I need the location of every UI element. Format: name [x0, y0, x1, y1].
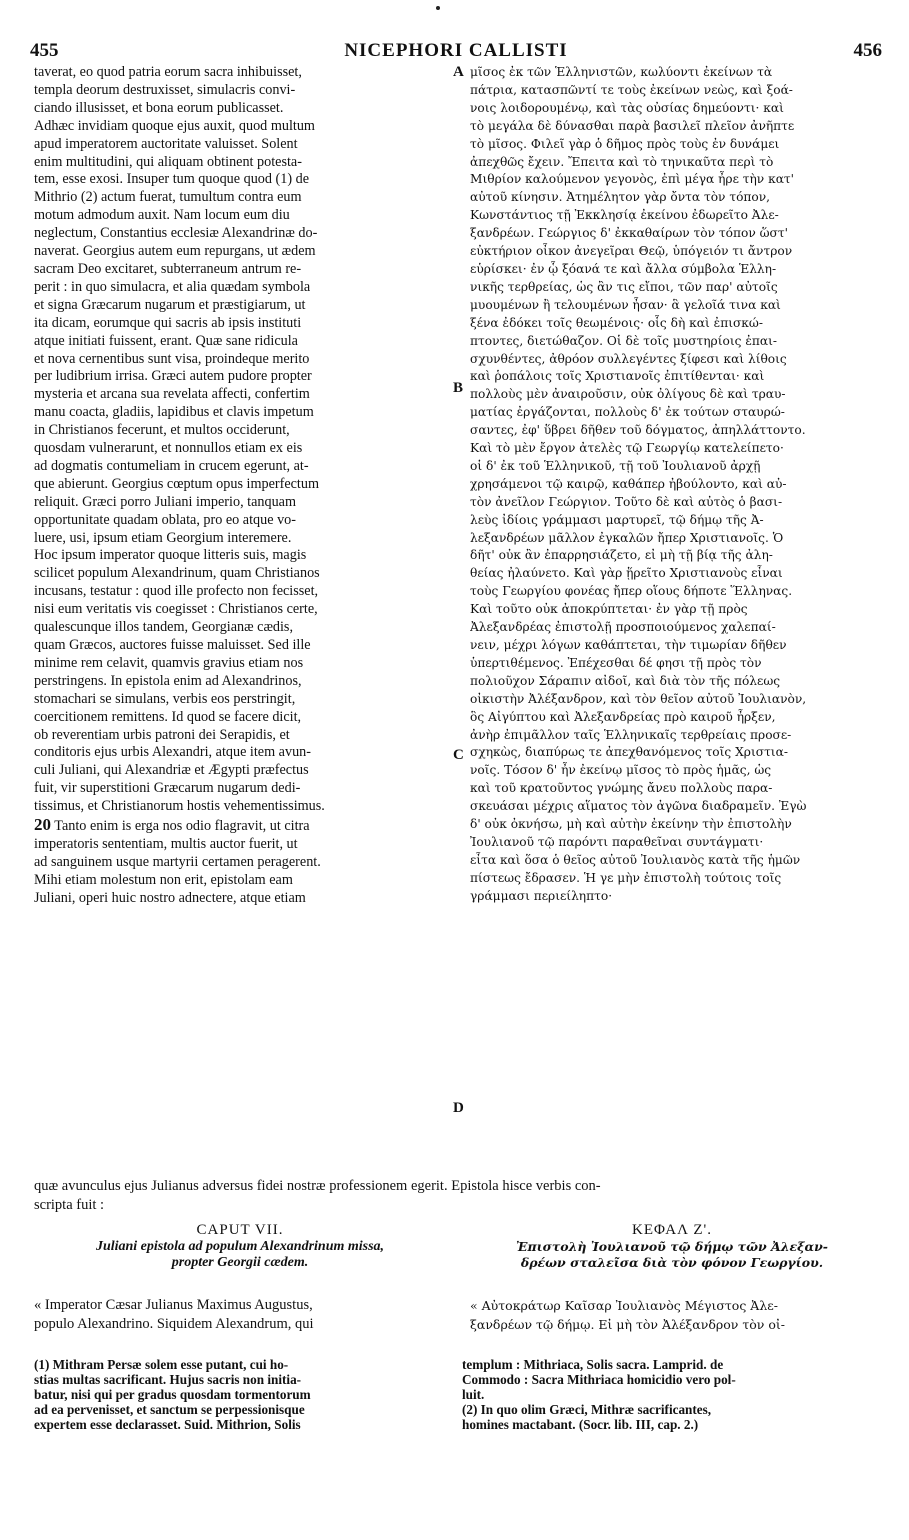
greek-line: ξανδρέων. Γεώργιος δ' ἐκκαθαίρων τὸν τόπον ὥστ'	[470, 226, 788, 241]
footnote-line: templum : Mithriaca, Solis sacra. Lamprid. de	[462, 1357, 724, 1372]
greek-line: πολλοὺς μὲν ἀναιροῦσιν, οὐκ ὀλίγους δὲ καὶ τραυ-	[470, 387, 786, 402]
footnote-line: expertem esse declarasset. Suid. Mithrion, Solis	[34, 1417, 301, 1432]
latin-line: quosdam vulnerarunt, et nonnullos etiam ex eis	[34, 440, 303, 457]
latin-line: qualescunque illos tandem, Georgianæ cædis,	[34, 619, 294, 636]
greek-line: εὐκτήριον οἶκον ἀνεγεῖραι Θεῷ, ὑπόγειόν τι ἄντρον	[470, 244, 793, 259]
latin-line: stomachari se simulans, verbis eos perstringit,	[34, 690, 296, 707]
margin-marker-a: A	[453, 64, 464, 80]
greek-line: Μιθρίον καλούμενον γεγονὸς, ἐπὶ μέγα ἦρε τὴν κατ'	[470, 172, 795, 187]
footnote-line: ad ea pervenisset, et sanctum se perpessionisque	[34, 1402, 305, 1417]
latin-line: culi Juliani, qui Alexandriæ et Ægypti præfectus	[34, 762, 309, 779]
latin-line: enim multitudini, qui aliquam obtinent potesta-	[34, 153, 302, 170]
latin-line: quam Græcos, auctores fuisse maluisset. Sed ille	[34, 637, 311, 653]
latin-line: Juliani, operi huic nostro adnectere, atque etiam	[34, 889, 306, 906]
footnote-line: stias multas sacrificant. Hujus sacris non initia-	[34, 1372, 302, 1387]
latin-line: templa deorum destruxisset, simulacris convi-	[34, 81, 296, 98]
footnotes-right	[462, 1357, 882, 1432]
greek-line: τὸ μῖσος. Φιλεῖ γὰρ ὁ δῆμος πρὸς τοὺς ἐν δυνάμει	[470, 136, 780, 151]
chapter-title-greek: ΚΕΦΑΛ Ζ'.	[632, 1222, 712, 1238]
greek-line: μῖσος ἐκ τῶν Ἑλληνιστῶν, κωλύοντι ἐκείνων τὰ	[470, 65, 773, 79]
latin-line: Mithrio (2) actum fuerat, tumultum contra eum	[34, 189, 302, 206]
greek-line: ὃς Αἰγύπτου καὶ Ἀλεξανδρείας πρὸ καιροῦ ἦρξεν,	[470, 709, 776, 724]
greek-line: τὸ μεγάλα δὲ δύνασθαι παρὰ βασιλεῖ πλεῖον ἀνῆπτε	[470, 118, 795, 133]
letter-opening-latin	[34, 1296, 446, 1334]
latin-line: et signa Græcarum nugarum et præstigiarum, ut	[34, 296, 306, 313]
greek-line: ἀπεχθῶς ἔχειν. Ἔπειτα καὶ τὸ τηνικαῦτα περὶ τὸ	[470, 154, 774, 169]
latin-line: opportunitate quadam oblata, pro eo atque vo-	[34, 511, 296, 528]
bridge-text	[34, 1177, 880, 1215]
latin-line: ob reverentiam urbis patroni dei Serapidis, et	[34, 726, 290, 743]
footnote-line: Commodo : Sacra Mithriaca homicidio vero pol-	[462, 1372, 736, 1387]
greek-line: πολιοῦχον Σάραπιν αἰδοῖ, καὶ διὰ τὸν τῆς πόλεως	[470, 673, 781, 688]
greek-line: εἶτα καὶ ὅσα ὁ θεῖος αὐτοῦ Ἰουλιανὸς κατὰ τῆς ἡμῶν	[470, 852, 801, 867]
latin-line: motum admodum auxit. Nam locum eum diu	[34, 207, 290, 224]
greek-line: μυουμένων ἢ τελουμένων ἦσαν· ἃ γελοῖά τινα καὶ	[470, 297, 781, 312]
footnote-line: homines mactabant. (Socr. lib. III, cap. 2.)	[462, 1417, 699, 1432]
greek-line: σαντες, ἐφ' ὕβρει δῆθεν τοῦ δόγματος, ἀπηλλάττοντο.	[470, 423, 806, 438]
footnote-line: (1) Mithram Persæ solem esse putant, cui ho-	[34, 1357, 289, 1372]
latin-line: et nova cernentibus sunt visa, proindeque merito	[34, 350, 310, 367]
greek-line: τὸν ἀνεῖλον Γεώργιον. Τοῦτο δὲ καὶ αὐτὸς ὁ βασι-	[470, 494, 783, 509]
opening-line: ξανδρέων τῷ δήμῳ. Εἰ μὴ τὸν Ἀλέξανδρον τὸν οἰ-	[470, 1317, 785, 1332]
running-title: NICEPHORI CALLISTI	[344, 40, 568, 61]
greek-column	[470, 64, 880, 906]
footnote-line: batur, nisi qui per gradus quosdam tormentorum	[34, 1387, 311, 1402]
greek-line: οἱ δ' ἐκ τοῦ Ἑλληνικοῦ, τῇ τοῦ Ἰουλιανοῦ ἀρχῇ	[470, 458, 761, 473]
chapter-subtitle-greek: Ἐπιστολὴ Ἰουλιανοῦ τῷ δήμῳ τῶν Ἀλεξαν-	[516, 1239, 828, 1254]
opening-line: « Imperator Cæsar Julianus Maximus Augustus,	[34, 1297, 313, 1313]
greek-line: Ἰουλιανοῦ τῷ παρόντι παραθεῖναι συντάγματι·	[470, 834, 764, 849]
greek-line: δ' οὐκ ὀκνήσω, μὴ καὶ αὐτὴν ἐκείνην τὴν ἐπιστολὴν	[470, 817, 792, 832]
greek-line: Καὶ τοῦτο οὐκ ἀποκρύπτεται· ἐν γὰρ τῇ πρὸς	[470, 602, 748, 617]
latin-line: mysteria et arcana sua revelata affecti, confertim	[34, 386, 310, 403]
latin-line: minime rem celavit, quamvis gravius etiam nos	[34, 654, 304, 671]
greek-line: καὶ ῥοπάλοις τοῖς Χριστιανοῖς ἐπιτίθενται· καὶ	[470, 369, 765, 384]
greek-line: Καὶ τὸ μὲν ἔργον ἀτελὲς τῷ Γεωργίῳ κατελείπετο·	[470, 441, 784, 456]
greek-line: πτοντες, διετώθαζον. Οἱ δὲ τοῖς μυστηρίοις ἐπαι-	[470, 333, 777, 348]
chapter-subtitle-latin: propter Georgii cædem.	[171, 1255, 309, 1270]
greek-line: σκευάσαι μέχρις αἵματος τὸν ἀγῶνα διαδραμεῖν. Ἐγὼ	[470, 799, 807, 814]
latin-line: ciando illusisset, et bona eorum publicasset.	[34, 99, 284, 116]
greek-line: θείας ἠλαύνετο. Καὶ γὰρ ᾕρεῖτο Χριστιανοὺς εἶναι	[470, 566, 783, 581]
greek-line: εὑρίσκει· ἐν ᾧ ξόανά τε καὶ ἄλλα σύμβολα Ἑλλη-	[470, 261, 777, 276]
margin-marker-c: C	[453, 747, 464, 763]
latin-line: incusans, testatur : quod ille profecto non fecisset,	[34, 583, 319, 600]
opening-line: « Αὐτοκράτωρ Καῖσαρ Ἰουλιανὸς Μέγιστος Ἀλε-	[470, 1298, 778, 1313]
latin-line: apud imperatorem auctoritate valuisset. Solent	[34, 135, 298, 152]
chapter-subtitle-latin: Juliani epistola ad populum Alexandrinum missa,	[95, 1239, 385, 1254]
latin-line: neglectum, Constantius ecclesiæ Alexandrinæ do-	[34, 225, 318, 242]
latin-line: Mihi etiam molestum non erit, epistolam eam	[34, 871, 293, 888]
latin-line: ad dogmatis contumeliam in crucem egerunt, at-	[34, 457, 309, 474]
bridge-line: quæ avunculus ejus Julianus adversus fidei nostræ professionem egerit. Epistola hisce verbis con-	[34, 1178, 601, 1194]
greek-line: πίστεως ἔδρασεν. Ἡ γε μὴν ἐπιστολὴ τούτοις τοῖς	[470, 870, 782, 885]
latin-line: nisi eum veritatis vis coegisset : Christianos certe,	[34, 601, 318, 618]
footnote-line: (2) In quo olim Græci, Mithræ sacrificantes,	[462, 1402, 712, 1417]
latin-line	[34, 816, 446, 836]
margin-marker-b: B	[453, 380, 464, 396]
bridge-line: scripta fuit :	[34, 1197, 105, 1213]
greek-line: νοις λοιδορουμένῳ, καὶ τὰς οὐσίας δημεύοντι· καὶ	[470, 100, 784, 115]
greek-line: Κωνστάντιος τῇ Ἐκκλησίᾳ ἐκείνου ἐδωρεῖτο Ἀλε-	[470, 208, 779, 223]
greek-line: τοὺς Γεωργίου φονέας ἤπερ οἵους δήποτε Ἕλληνας.	[470, 584, 793, 599]
latin-line: Hoc ipsum imperator quoque litteris suis, magis	[34, 547, 307, 564]
footnotes-left	[34, 1357, 446, 1432]
latin-line: tem, esse exosi. Insuper tum quoque quod (1) de	[34, 171, 310, 188]
latin-line: reliquit. Græci porro Juliani imperio, tanquam	[34, 493, 297, 510]
latin-line: ad sanguinem usque martyrii certamen peragerent.	[34, 853, 321, 870]
chapter-heading-greek	[462, 1222, 882, 1271]
greek-line: καὶ τοῦ κρατοῦντος γνώμης ἄνευ πολλοὺς παρα-	[470, 781, 773, 796]
latin-line: naverat. Georgius autem eum repurgans, ut ædem	[34, 243, 316, 260]
latin-line: ita dicam, eorumque qui sacris ab ipsis instituti	[34, 314, 302, 331]
footnote-line: luit.	[462, 1387, 485, 1402]
latin-line: sacram Deo excitaret, subterraneum antrum re-	[34, 260, 302, 277]
latin-line: coercitionem remittens. Id quod se facere dicit,	[34, 708, 302, 725]
greek-line: χρησάμενοι τῷ καιρῷ, καθάπερ ἠβούλοντο, καὶ αὐ-	[470, 476, 787, 491]
latin-line: scilicet populum Alexandrinum, quam Christianos	[34, 565, 320, 582]
greek-line: σχηκὼς, διαπύρως τε ἀπεχθανόμενος τοῖς Χριστια-	[470, 745, 788, 760]
greek-line: νειν, μέχρι λόγων καθάπτεται, τὴν τιμωρίαν δῆθεν	[470, 638, 787, 652]
letter-opening-greek	[470, 1296, 882, 1334]
latin-line: tissimus, et Christianorum hostis vehementissimus.	[34, 798, 325, 815]
greek-line: σχυνθέντες, ἀθρόον συλλεγέντες ξίφεσι καὶ λίθοις	[470, 351, 787, 366]
greek-line: αὐτοῦ κίνησιν. Ἀτημέλητον γὰρ ὄντα τὸν τόπον,	[470, 190, 771, 205]
greek-line: λεὺς ἰδίοις γράμμασι μαρτυρεῖ, τῷ δήμῳ τῆς Ἀ-	[470, 512, 764, 527]
page-number-left: 455	[30, 40, 59, 61]
greek-line: ξένα ἐδόκει τοῖς θεωμένοις· οἷς δὴ καὶ ἐπισκώ-	[470, 315, 763, 330]
greek-line: ὑπερτιθέμενος. Ἐπέχεσθαι δέ φησι τῇ πρὸς τὸν	[470, 655, 762, 670]
latin-line: per ludibrium irrisa. Græci autem pudore propter	[34, 368, 312, 385]
page-number-right: 456	[853, 40, 882, 61]
paragraph-number: 20	[34, 816, 51, 835]
latin-line: perstringens. In epistola enim ad Alexandrinos,	[34, 672, 302, 689]
latin-line: Adhæc invidiam quoque ejus auxit, quod multum	[34, 117, 315, 134]
latin-line: perit : in quo simulacra, et alia quædam symbola	[34, 278, 311, 295]
latin-line: luere, usi, ipsum etiam Georgium interemere.	[34, 529, 292, 546]
latin-line: que abierunt. Georgius cœptum opus imperfectum	[34, 475, 319, 492]
greek-line: λεξανδρέων μᾶλλον ἐγκαλῶν ἤπερ Χριστιανοῖς. Ὁ	[470, 530, 784, 545]
chapter-subtitle-greek: δρέων σταλεῖσα διὰ τὸν φόνον Γεωργίου.	[520, 1255, 824, 1270]
latin-line: imperatoris sententiam, multis auctor fuerit, ut	[34, 835, 298, 852]
greek-line: πάτρια, κατασπῶντί τε τοὺς ἐκείνων νεὼς, καὶ ξοά-	[470, 82, 793, 97]
greek-line: Ἀλεξανδρέας ἐπιστολῇ προσποιούμενος χαλεπαί-	[470, 620, 776, 635]
margin-marker-d: D	[453, 1100, 464, 1116]
latin-line: conditoris ejus urbis Alexandri, atque item avun-	[34, 744, 311, 761]
latin-line: taverat, eo quod patria eorum sacra inhibuisset,	[34, 64, 302, 80]
latin-line: manu coacta, gladiis, lapidibus et clavis impetum	[34, 404, 314, 421]
greek-line: δῆτ' οὐκ ἂν ἐπαρρησιάζετο, εἰ μὴ τῇ βίᾳ τῆς ἀλη-	[470, 548, 773, 563]
chapter-heading-latin	[34, 1222, 446, 1271]
chapter-title-latin: CAPUT VII.	[196, 1222, 284, 1238]
latin-line: fuit, vir superstitioni Græcarum nugarum dedi-	[34, 780, 301, 797]
latin-column	[34, 64, 446, 908]
greek-line: νικῆς τερθρείας, ὡς ἂν τις εἴποι, τῶν παρ' αὐτοῖς	[470, 279, 778, 294]
speck	[436, 6, 440, 10]
greek-line: νοῖς. Τόσον δ' ἦν ἐκείνῳ μῖσος τὸ πρὸς ἡμᾶς, ὡς	[470, 763, 772, 778]
line-text: Tanto enim is erga nos odio flagravit, ut citra	[54, 818, 310, 835]
greek-line: ματίας ἐργάζονται, πολλοὺς δ' ἐκ τούτων σταυρώ-	[470, 405, 785, 420]
opening-line: populo Alexandrino. Siquidem Alexandrum, qui	[34, 1316, 314, 1332]
greek-line: γράμμασι περιείληπτο·	[470, 888, 613, 903]
greek-line: οἰκιστὴν Ἀλέξανδρον, καὶ τὸν θεῖον αὐτοῦ Ἰουλιανὸν,	[470, 691, 807, 706]
latin-line: atque initiati fuissent, erant. Quæ sane ridicula	[34, 332, 298, 349]
greek-line: ἀνὴρ ἐπιμᾶλλον ταῖς Ἑλληνικαῖς τερθρείαις προσε-	[470, 727, 792, 742]
latin-line: in Christianos fecerunt, et multos occiderunt,	[34, 422, 290, 439]
